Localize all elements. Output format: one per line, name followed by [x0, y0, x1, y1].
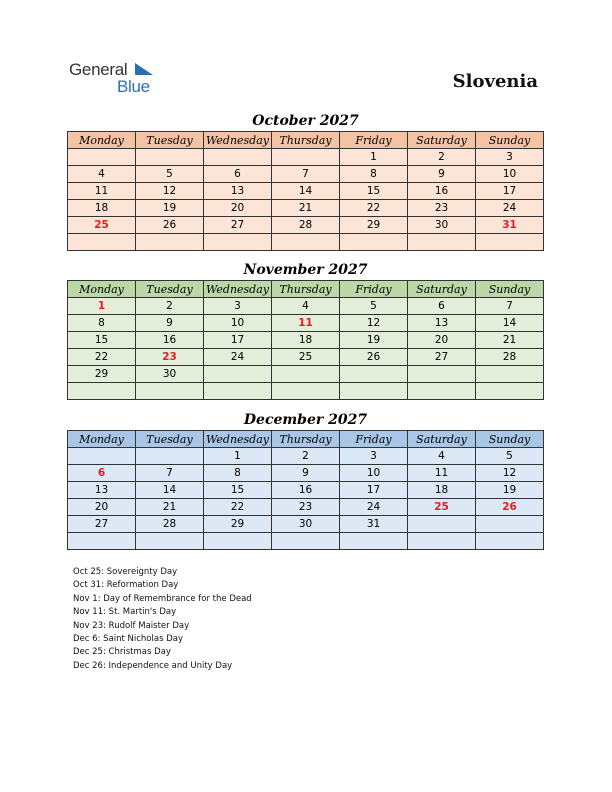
empty-day-cell: [272, 234, 340, 251]
weekday-header-row: [68, 431, 544, 448]
week-row: [68, 516, 544, 533]
day-cell: 4: [408, 448, 476, 465]
day-cell: 10: [476, 166, 544, 183]
day-cell: 1: [204, 448, 272, 465]
day-cell: 17: [476, 183, 544, 200]
day-cell: 11: [272, 315, 340, 332]
weekday-header: Sunday: [476, 431, 544, 448]
day-cell: 25: [408, 499, 476, 516]
month-december: [67, 410, 544, 550]
empty-day-cell: [408, 533, 476, 550]
day-cell: 31: [476, 217, 544, 234]
day-cell: 1: [340, 149, 408, 166]
day-cell: 25: [272, 349, 340, 366]
day-cell: 4: [272, 298, 340, 315]
holiday-item: Dec 26: Independence and Unity Day: [73, 660, 233, 671]
day-cell: 8: [204, 465, 272, 482]
day-cell: 6: [204, 166, 272, 183]
weekday-header: Friday: [340, 431, 408, 448]
day-cell: 7: [136, 465, 204, 482]
empty-day-cell: [408, 234, 476, 251]
day-cell: 3: [476, 149, 544, 166]
month-title: October 2027: [252, 113, 359, 129]
day-cell: 29: [68, 366, 136, 383]
day-cell: 24: [204, 349, 272, 366]
empty-day-cell: [204, 533, 272, 550]
empty-day-cell: [204, 234, 272, 251]
holiday-item: Nov 23: Rudolf Maister Day: [73, 620, 190, 631]
empty-day-cell: [340, 234, 408, 251]
calendar-grid: [67, 280, 544, 400]
day-cell: 10: [340, 465, 408, 482]
empty-day-cell: [408, 366, 476, 383]
day-cell: 2: [272, 448, 340, 465]
day-cell: 24: [476, 200, 544, 217]
week-row: [68, 533, 544, 550]
day-cell: 6: [68, 465, 136, 482]
holiday-item: Oct 25: Sovereignty Day: [73, 567, 178, 577]
week-row: [68, 217, 544, 234]
weekday-header: Thursday: [272, 132, 340, 149]
weekday-header-row: [68, 132, 544, 149]
weekday-header: Wednesday: [204, 281, 272, 298]
week-row: [68, 298, 544, 315]
day-cell: 12: [476, 465, 544, 482]
weekday-header: Wednesday: [204, 132, 272, 149]
day-cell: 15: [204, 482, 272, 499]
week-row: [68, 349, 544, 366]
empty-day-cell: [272, 366, 340, 383]
day-cell: 13: [68, 482, 136, 499]
empty-day-cell: [476, 383, 544, 400]
day-cell: 27: [204, 217, 272, 234]
day-cell: 13: [408, 315, 476, 332]
day-cell: 17: [340, 482, 408, 499]
week-row: [68, 332, 544, 349]
week-row: [68, 383, 544, 400]
day-cell: 9: [136, 315, 204, 332]
week-row: [68, 448, 544, 465]
holiday-item: Oct 31: Reformation Day: [73, 580, 179, 591]
day-cell: 5: [340, 298, 408, 315]
day-cell: 22: [340, 200, 408, 217]
empty-day-cell: [476, 366, 544, 383]
day-cell: 18: [272, 332, 340, 349]
weekday-header: Monday: [68, 281, 136, 298]
holiday-item: Nov 1: Day of Remembrance for the Dead: [73, 593, 252, 604]
empty-day-cell: [204, 149, 272, 166]
day-cell: 5: [136, 166, 204, 183]
day-cell: 8: [68, 315, 136, 332]
empty-day-cell: [68, 533, 136, 550]
day-cell: 27: [68, 516, 136, 533]
weekday-header: Saturday: [408, 132, 476, 149]
empty-day-cell: [68, 448, 136, 465]
weekday-header: Saturday: [408, 431, 476, 448]
month-october: [67, 111, 544, 251]
empty-day-cell: [136, 149, 204, 166]
empty-day-cell: [476, 533, 544, 550]
day-cell: 12: [136, 183, 204, 200]
empty-day-cell: [204, 383, 272, 400]
day-cell: 30: [272, 516, 340, 533]
empty-day-cell: [68, 234, 136, 251]
week-row: [68, 315, 544, 332]
day-cell: 21: [136, 499, 204, 516]
day-cell: 27: [408, 349, 476, 366]
logo-text-general: General: [69, 60, 128, 79]
weekday-header: Monday: [68, 132, 136, 149]
day-cell: 26: [340, 349, 408, 366]
day-cell: 21: [272, 200, 340, 217]
empty-day-cell: [340, 366, 408, 383]
week-row: [68, 183, 544, 200]
empty-day-cell: [340, 533, 408, 550]
empty-day-cell: [136, 448, 204, 465]
day-cell: 28: [136, 516, 204, 533]
country-title: Slovenia: [452, 71, 538, 92]
week-row: [68, 234, 544, 251]
day-cell: 29: [340, 217, 408, 234]
week-row: [68, 200, 544, 217]
day-cell: 20: [408, 332, 476, 349]
day-cell: 29: [204, 516, 272, 533]
logo-text-blue: Blue: [117, 77, 150, 96]
weekday-header: Thursday: [272, 431, 340, 448]
day-cell: 26: [136, 217, 204, 234]
weekday-header: Monday: [68, 431, 136, 448]
week-row: [68, 366, 544, 383]
holiday-item: Nov 11: St. Martin's Day: [73, 607, 177, 618]
weekday-header: Tuesday: [136, 431, 204, 448]
month-title: November 2027: [243, 262, 368, 278]
empty-day-cell: [272, 383, 340, 400]
day-cell: 28: [272, 217, 340, 234]
empty-day-cell: [136, 234, 204, 251]
day-cell: 3: [340, 448, 408, 465]
day-cell: 2: [136, 298, 204, 315]
day-cell: 5: [476, 448, 544, 465]
day-cell: 22: [68, 349, 136, 366]
weekday-header: Friday: [340, 281, 408, 298]
weekday-header: Wednesday: [204, 431, 272, 448]
day-cell: 6: [408, 298, 476, 315]
calendar-grid: [67, 131, 544, 251]
weekday-header: Sunday: [476, 281, 544, 298]
day-cell: 13: [204, 183, 272, 200]
day-cell: 30: [408, 217, 476, 234]
empty-day-cell: [272, 533, 340, 550]
day-cell: 1: [68, 298, 136, 315]
empty-day-cell: [136, 533, 204, 550]
week-row: [68, 465, 544, 482]
month-title: December 2027: [243, 412, 368, 428]
weekday-header: Tuesday: [136, 281, 204, 298]
day-cell: 14: [272, 183, 340, 200]
weekday-header: Saturday: [408, 281, 476, 298]
empty-day-cell: [476, 234, 544, 251]
day-cell: 11: [408, 465, 476, 482]
day-cell: 16: [408, 183, 476, 200]
day-cell: 18: [408, 482, 476, 499]
day-cell: 18: [68, 200, 136, 217]
empty-day-cell: [68, 149, 136, 166]
weekday-header-row: [68, 281, 544, 298]
empty-day-cell: [68, 383, 136, 400]
empty-day-cell: [476, 516, 544, 533]
day-cell: 2: [408, 149, 476, 166]
empty-day-cell: [340, 383, 408, 400]
day-cell: 15: [340, 183, 408, 200]
day-cell: 23: [272, 499, 340, 516]
calendar-grid: [67, 430, 544, 550]
generalblue-logo: [69, 60, 169, 100]
week-row: [68, 166, 544, 183]
day-cell: 21: [476, 332, 544, 349]
day-cell: 22: [204, 499, 272, 516]
holiday-item: Dec 25: Christmas Day: [73, 647, 171, 658]
empty-day-cell: [136, 383, 204, 400]
week-row: [68, 149, 544, 166]
day-cell: 9: [272, 465, 340, 482]
holiday-list: [73, 566, 252, 673]
day-cell: 19: [476, 482, 544, 499]
week-row: [68, 482, 544, 499]
empty-day-cell: [204, 366, 272, 383]
month-november: [67, 260, 544, 400]
day-cell: 12: [340, 315, 408, 332]
day-cell: 28: [476, 349, 544, 366]
day-cell: 20: [204, 200, 272, 217]
empty-day-cell: [272, 149, 340, 166]
day-cell: 23: [408, 200, 476, 217]
day-cell: 7: [272, 166, 340, 183]
weekday-header: Tuesday: [136, 132, 204, 149]
logo-triangle-icon: [135, 63, 153, 75]
day-cell: 16: [136, 332, 204, 349]
day-cell: 14: [476, 315, 544, 332]
day-cell: 4: [68, 166, 136, 183]
day-cell: 23: [136, 349, 204, 366]
empty-day-cell: [408, 383, 476, 400]
day-cell: 25: [68, 217, 136, 234]
day-cell: 31: [340, 516, 408, 533]
day-cell: 17: [204, 332, 272, 349]
day-cell: 9: [408, 166, 476, 183]
weekday-header: Friday: [340, 132, 408, 149]
day-cell: 30: [136, 366, 204, 383]
day-cell: 15: [68, 332, 136, 349]
day-cell: 10: [204, 315, 272, 332]
week-row: [68, 499, 544, 516]
weekday-header: Thursday: [272, 281, 340, 298]
day-cell: 8: [340, 166, 408, 183]
day-cell: 16: [272, 482, 340, 499]
holiday-item: Dec 6: Saint Nicholas Day: [73, 634, 183, 645]
day-cell: 19: [136, 200, 204, 217]
day-cell: 26: [476, 499, 544, 516]
day-cell: 3: [204, 298, 272, 315]
day-cell: 19: [340, 332, 408, 349]
weekday-header: Sunday: [476, 132, 544, 149]
day-cell: 20: [68, 499, 136, 516]
day-cell: 7: [476, 298, 544, 315]
empty-day-cell: [408, 516, 476, 533]
day-cell: 14: [136, 482, 204, 499]
day-cell: 11: [68, 183, 136, 200]
day-cell: 24: [340, 499, 408, 516]
